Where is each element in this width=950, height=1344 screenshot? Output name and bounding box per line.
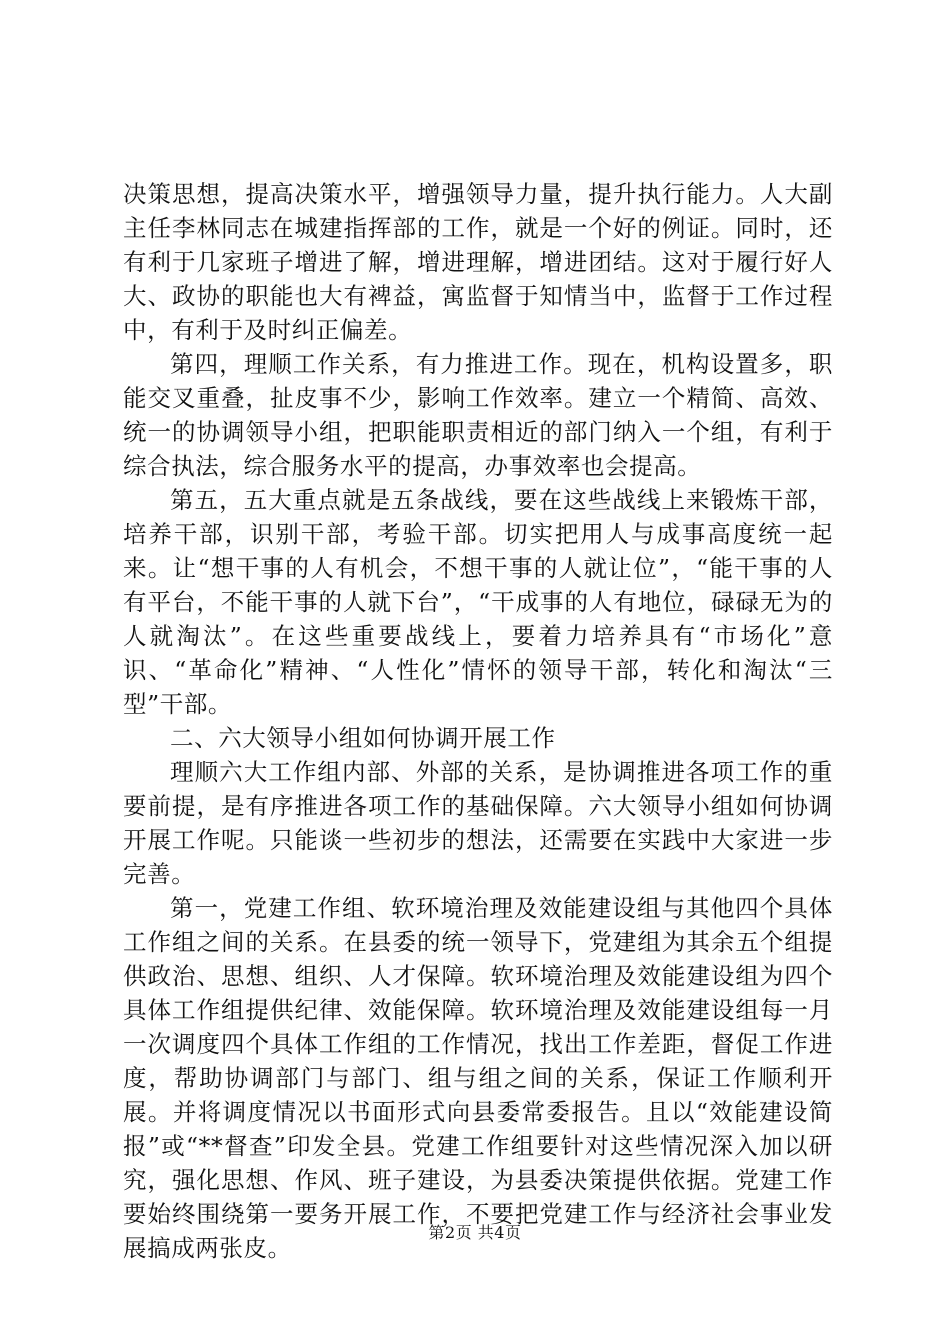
paragraph-2: 第四，理顺工作关系，有力推进工作。现在，机构设置多，职能交叉重叠，扯皮事不少，影响工作效率。建立一个精简、高效、统一的协调领导小组，把职能职责相近的部门纳入一个组，有利于综合执法，综合服务水平的提高，办事效率也会提高。 bbox=[123, 350, 833, 480]
paragraph-1: 决策思想，提高决策水平，增强领导力量，提升执行能力。人大副主任李林同志在城建指挥部的工作，就是一个好的例证。同时，还有利于几家班子增进了解，增进理解，增进团结。这对于履行好人大、政协的职能也大有裨益，寓监督于知情当中，监督于工作过程中，有利于及时纠正偏差。 bbox=[123, 180, 833, 344]
paragraph-3: 第五，五大重点就是五条战线，要在这些战线上来锻炼干部，培养干部，识别干部，考验干部。切实把用人与成事高度统一起来。让“想干事的人有机会，不想干事的人就让位”，“能干事的人有平台，不能干事的人就下台”，“干成事的人有地位，碌碌无为的人就淘汰”。在这些重要战线上，要着力培养具有“市场化”意识、“革命化”精神、“人性化”情怀的领导干部，转化和淘汰“三型”干部。 bbox=[123, 486, 833, 718]
body-text bbox=[123, 177, 833, 1265]
section-heading: 二、六大领导小组如何协调开展工作 bbox=[170, 724, 556, 752]
paragraph-4: 理顺六大工作组内部、外部的关系，是协调推进各项工作的重要前提，是有序推进各项工作的基础保障。六大领导小组如何协调开展工作呢。只能谈一些初步的想法，还需要在实践中大家进一步完善。 bbox=[123, 758, 833, 888]
page-footer: 第2页 共4页 bbox=[428, 1223, 522, 1242]
paragraph-5: 第一，党建工作组、软环境治理及效能建设组与其他四个具体工作组之间的关系。在县委的统一领导下，党建组为其余五个组提供政治、思想、组织、人才保障。软环境治理及效能建设组为四个具体工作组提供纪律、效能保障。软环境治理及效能建设组每一月一次调度四个具体工作组的工作情况，找出工作差距，督促工作进度，帮助协调部门与部门、组与组之间的关系，保证工作顺利开展。并将调度情况以书面形式向县委常委报告。且以“效能建设简报”或“**督查”印发全县。党建工作组要针对这些情况深入加以研究，强化思想、作风、班子建设，为县委决策提供依据。党建工作要始终围绕第一要务开展工作，不要把党建工作与经济社会事业发展搞成两张皮。 bbox=[123, 894, 834, 1262]
